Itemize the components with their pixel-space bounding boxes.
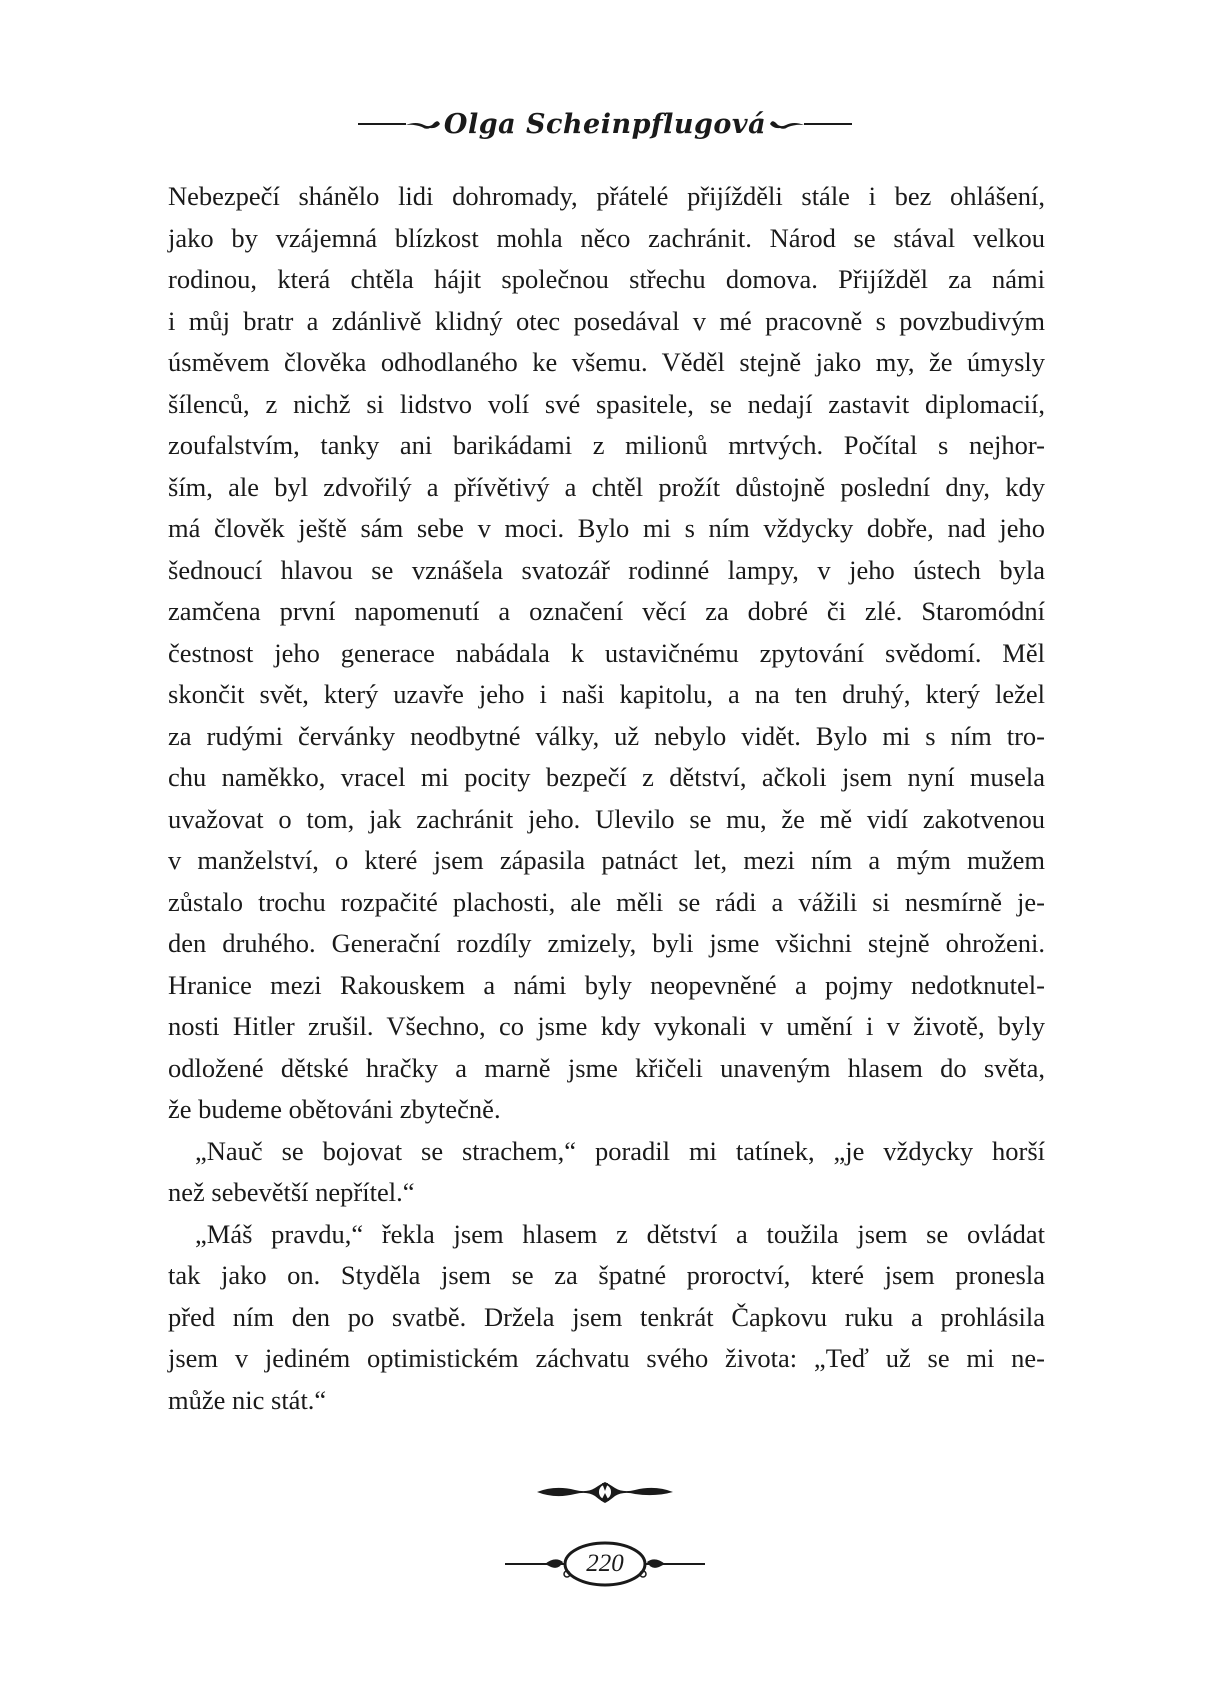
text-line: za rudými červánky neodbytné války, už nebylo vidět. Bylo mi s ním tro- xyxy=(168,720,1045,751)
flourish-right-icon xyxy=(770,116,804,132)
header-rule-right xyxy=(804,123,852,125)
text-line: Hranice mezi Rakouskem a námi byly neopevněné a pojmy nedotknutel- xyxy=(168,969,1045,1000)
text-line: nosti Hitler zrušil. Všechno, co jsme kdy vykonali v umění i v životě, byly xyxy=(168,1011,1045,1041)
text-line: před ním den po svatbě. Držela jsem tenkrát Čapkovu ruku a prohlásila xyxy=(168,1301,1045,1332)
text-line: jako by vzájemná blízkost mohla něco zachránit. Národ se stával velkou xyxy=(168,222,1045,253)
text-line: může nic stát.“ xyxy=(168,1384,327,1415)
text-line: skončit svět, který uzavře jeho i naši kapitolu, a na ten druhý, který ležel xyxy=(168,679,1045,709)
page-number: 220 xyxy=(586,1550,624,1577)
text-line: v manželství, o které jsem zápasila patnáct let, mezi ním a mým mužem xyxy=(168,845,1045,875)
section-end-ornament-icon xyxy=(535,1479,675,1505)
text-line: šílenců, z nichž si lidstvo volí své spasitele, se nedají zastavit diplomacií, xyxy=(168,388,1045,419)
text-line: než sebevětší nepřítel.“ xyxy=(168,1177,415,1207)
flourish-left-icon xyxy=(406,116,440,132)
text-line: zůstalo trochu rozpačité plachosti, ale měli se rádi a vážili si nesmírně je- xyxy=(168,886,1045,917)
text-line: i můj bratr a zdánlivě klidný otec posedával v mé pracovně s povzbudivým xyxy=(168,305,1045,336)
text-line: chu naměkko, vracel mi pocity bezpečí z dětství, ačkoli jsem nyní musela xyxy=(168,762,1045,792)
text-line: šednoucí hlavou se vznášela svatozář rodinné lampy, v jeho ústech byla xyxy=(168,554,1045,585)
text-line: zamčena první napomenutí a označení věcí za dobré či zlé. Staromódní xyxy=(168,596,1045,626)
text-line: „Máš pravdu,“ řekla jsem hlasem z dětství a toužila jsem se ovládat xyxy=(195,1218,1045,1249)
text-line: „Nauč se bojovat se strachem,“ poradil mi tatínek, „je vždycky horší xyxy=(195,1135,1045,1166)
header-rule-left xyxy=(358,123,406,125)
page-footer xyxy=(505,1540,705,1588)
text-line: úsměvem člověka odhodlaného ke všemu. Věděl stejně jako my, že úmysly xyxy=(168,347,1045,377)
text-line: uvažovat o tom, jak zachránit jeho. Ulevilo se mu, že mě vidí zakotvenou xyxy=(168,803,1045,834)
text-line: tak jako on. Styděla jsem se za špatné proroctví, které jsem pronesla xyxy=(168,1260,1045,1290)
text-line: zoufalstvím, tanky ani barikádami z milionů mrtvých. Počítal s nejhor- xyxy=(168,430,1045,460)
text-line: odložené dětské hračky a marně jsme křičeli unaveným hlasem do světa, xyxy=(168,1052,1045,1083)
text-line: ším, ale byl zdvořilý a přívětivý a chtěl prožít důstojně poslední dny, kdy xyxy=(168,471,1045,502)
text-line: čestnost jeho generace nabádala k ustavičnému zpytování svědomí. Měl xyxy=(168,637,1045,668)
text-line: rodinou, která chtěla hájit společnou střechu domova. Přijížděl za námi xyxy=(168,264,1045,294)
text-line: jsem v jediném optimistickém záchvatu svého života: „Teď už se mi ne- xyxy=(168,1343,1045,1373)
body-text xyxy=(168,176,1045,1421)
text-line: má člověk ještě sám sebe v moci. Bylo mi s ním vždycky dobře, nad jeho xyxy=(168,513,1045,543)
text-line: že budeme obětováni zbytečně. xyxy=(168,1094,501,1124)
running-title: Olga Scheinpflugová xyxy=(443,108,767,140)
running-header xyxy=(0,104,1210,144)
text-line: den druhého. Generační rozdíly zmizely, byli jsme všichni stejně ohroženi. xyxy=(168,928,1045,958)
text-line: Nebezpečí shánělo lidi dohromady, přátelé přijížděli stále i bez ohlášení, xyxy=(168,181,1045,211)
